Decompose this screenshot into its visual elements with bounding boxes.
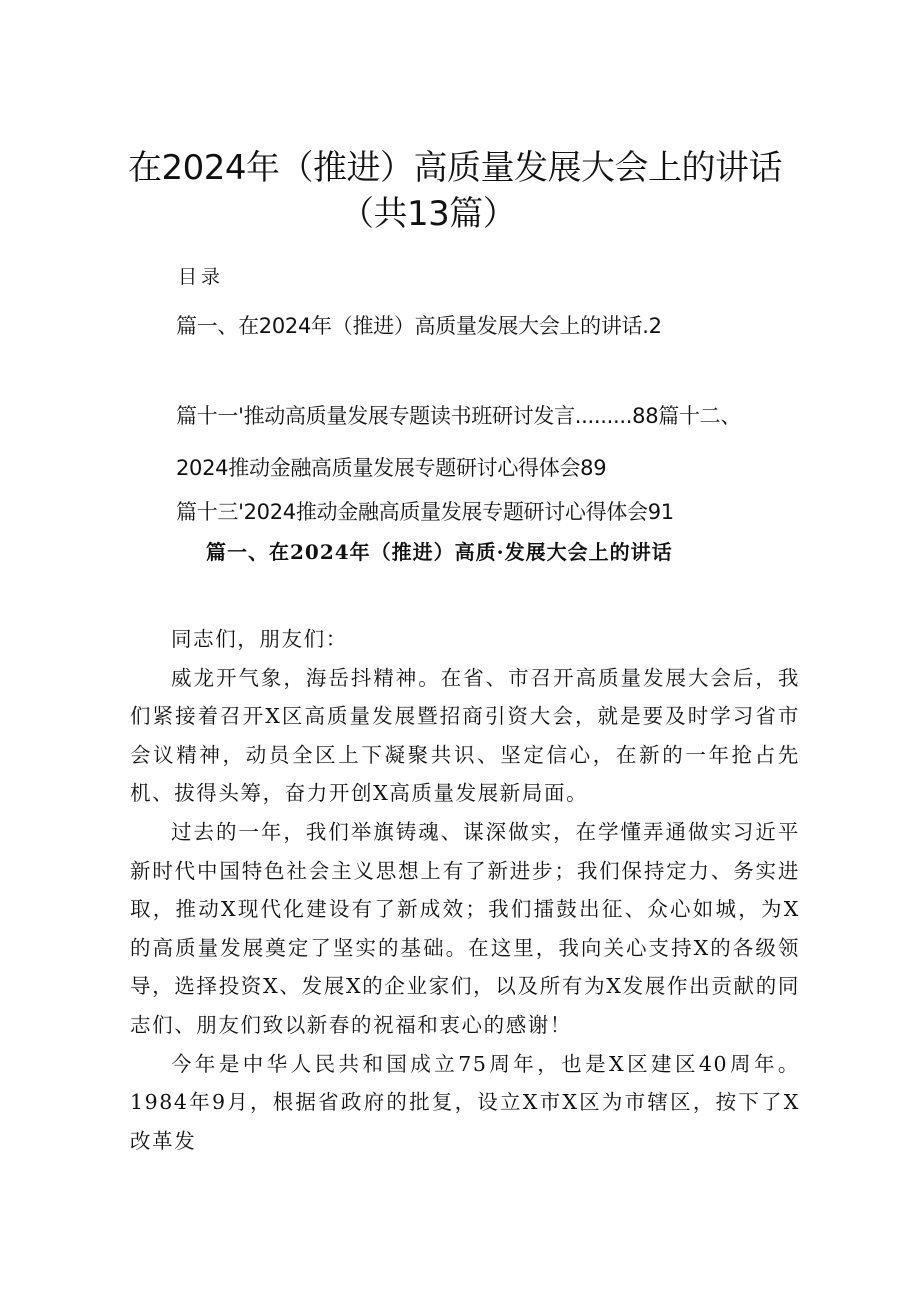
body-paragraph: 威龙开气象，海岳抖精神。在省、市召开高质量发展大会后，我们紧接着召开X区高质量发展暨招商引资大会，就是要及时学习省市会议精神，动员全区上下凝聚共识、坚定信心，在新的一年抢占先机、拔得头筹，奋力开创X高质量发展新局面。 (130, 665, 800, 806)
greeting: 同志们，朋友们： (171, 627, 348, 651)
toc-item: 篇一、在2024年（推进）高质量发展大会上的讲话.2 (176, 314, 662, 338)
toc-item: 篇十一'推动高质量发展专题读书班研讨发言.........88篇十二、 (176, 404, 742, 428)
toc-item: 2024推动金融高质量发展专题研讨心得体会89 (176, 456, 607, 480)
section-heading: 篇一、在2024年（推进）高质·发展大会上的讲话 (206, 540, 673, 564)
body-paragraph: 今年是中华人民共和国成立75周年，也是X区建区40周年。1984年9月，根据省政府的批复，设立X市X区为市辖区，按下了X改革发 (130, 1051, 800, 1153)
toc-item: 篇十三'2024推动金融高质量发展专题研讨心得体会91 (176, 500, 674, 524)
document-title-line2: （共13篇） (340, 194, 517, 234)
body-text (130, 620, 800, 1160)
document-title-line1: 在2024年（推进）高质量发展大会上的讲话 (128, 148, 783, 188)
body-paragraph: 过去的一年，我们举旗铸魂、谋深做实，在学懂弄通做实习近平新时代中国特色社会主义思想上有了新进步；我们保持定力、务实进取，推动X现代化建设有了新成效；我们擂鼓出征、众心如城，为X的高质量发展奠定了坚实的基础。在这里，我向关心支持X的各级领导，选择投资X、发展X的企业家们，以及所有为X发展作出贡献的同志们、朋友们致以新春的祝福和衷心的感谢！ (130, 819, 800, 1037)
toc-label: 目录 (178, 266, 225, 288)
